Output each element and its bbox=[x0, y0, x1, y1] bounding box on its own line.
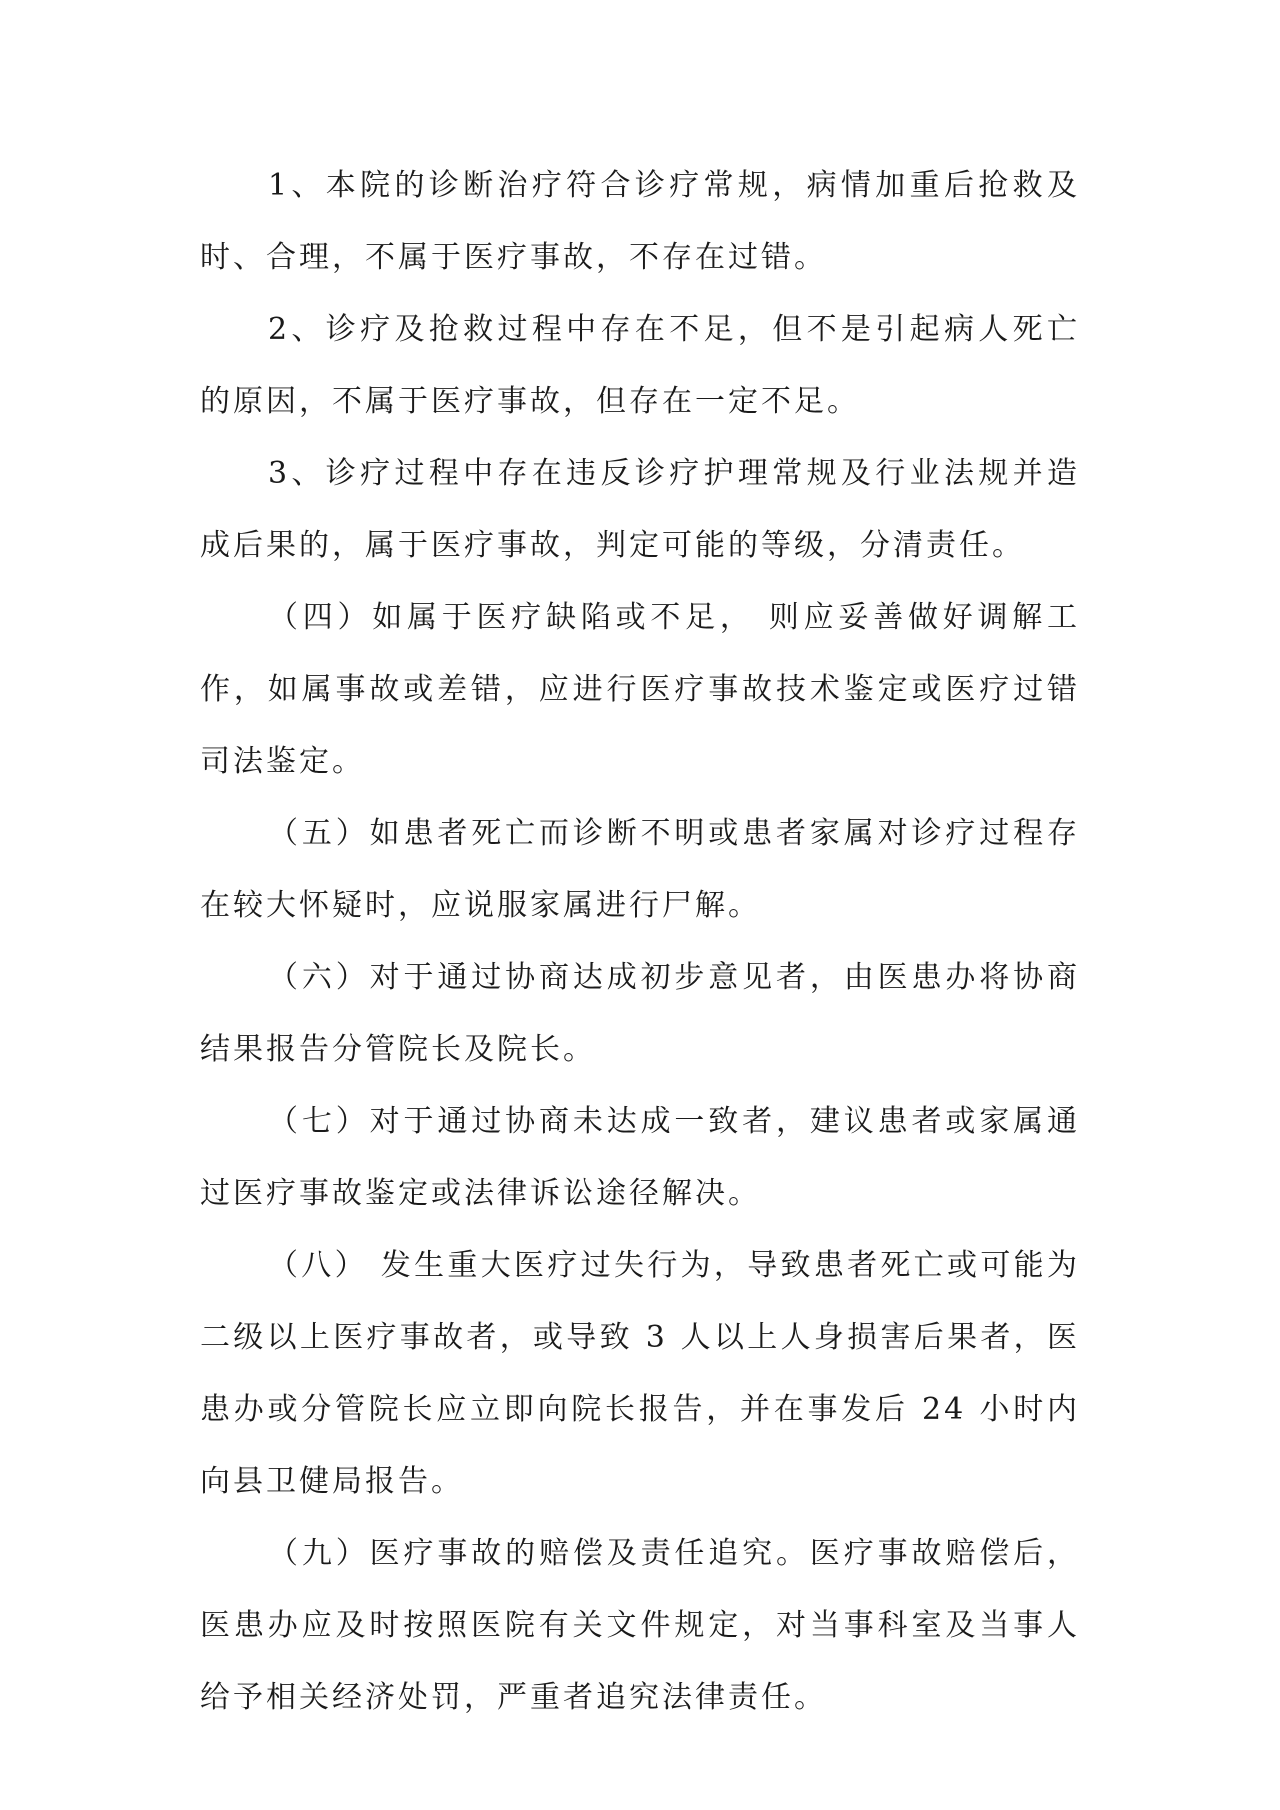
paragraph-2: 2、诊疗及抢救过程中存在不足，但不是引起病人死亡的原因，不属于医疗事故，但存在一定不足。 bbox=[200, 312, 1080, 419]
paragraph-9: （九）医疗事故的赔偿及责任追究。医疗事故赔偿后，医患办应及时按照医院有关文件规定，对当事科室及当事人给予相关经济处罚，严重者追究法律责任。 bbox=[200, 1536, 1080, 1715]
paragraph-8: （八） 发生重大医疗过失行为，导致患者死亡或可能为二级以上医疗事故者，或导致 3 人以上人身损害后果者，医患办或分管院长应立即向院长报告，并在事发后 24 小时内向县卫健局报告。 bbox=[200, 1248, 1080, 1499]
paragraph-7: （七）对于通过协商未达成一致者，建议患者或家属通过医疗事故鉴定或法律诉讼途径解决。 bbox=[200, 1104, 1080, 1211]
paragraph-4: （四）如属于医疗缺陷或不足， 则应妥善做好调解工作，如属事故或差错，应进行医疗事故技术鉴定或医疗过错司法鉴定。 bbox=[200, 600, 1080, 779]
paragraph-6: （六）对于通过协商达成初步意见者，由医患办将协商结果报告分管院长及院长。 bbox=[200, 960, 1080, 1067]
paragraph-3: 3、诊疗过程中存在违反诊疗护理常规及行业法规并造成后果的，属于医疗事故，判定可能的等级，分清责任。 bbox=[200, 456, 1080, 563]
paragraph-1: 1、本院的诊断治疗符合诊疗常规，病情加重后抢救及时、合理，不属于医疗事故，不存在过错。 bbox=[200, 168, 1080, 275]
document-body bbox=[200, 150, 1080, 1734]
paragraph-5: （五）如患者死亡而诊断不明或患者家属对诊疗过程存在较大怀疑时，应说服家属进行尸解。 bbox=[200, 816, 1080, 923]
